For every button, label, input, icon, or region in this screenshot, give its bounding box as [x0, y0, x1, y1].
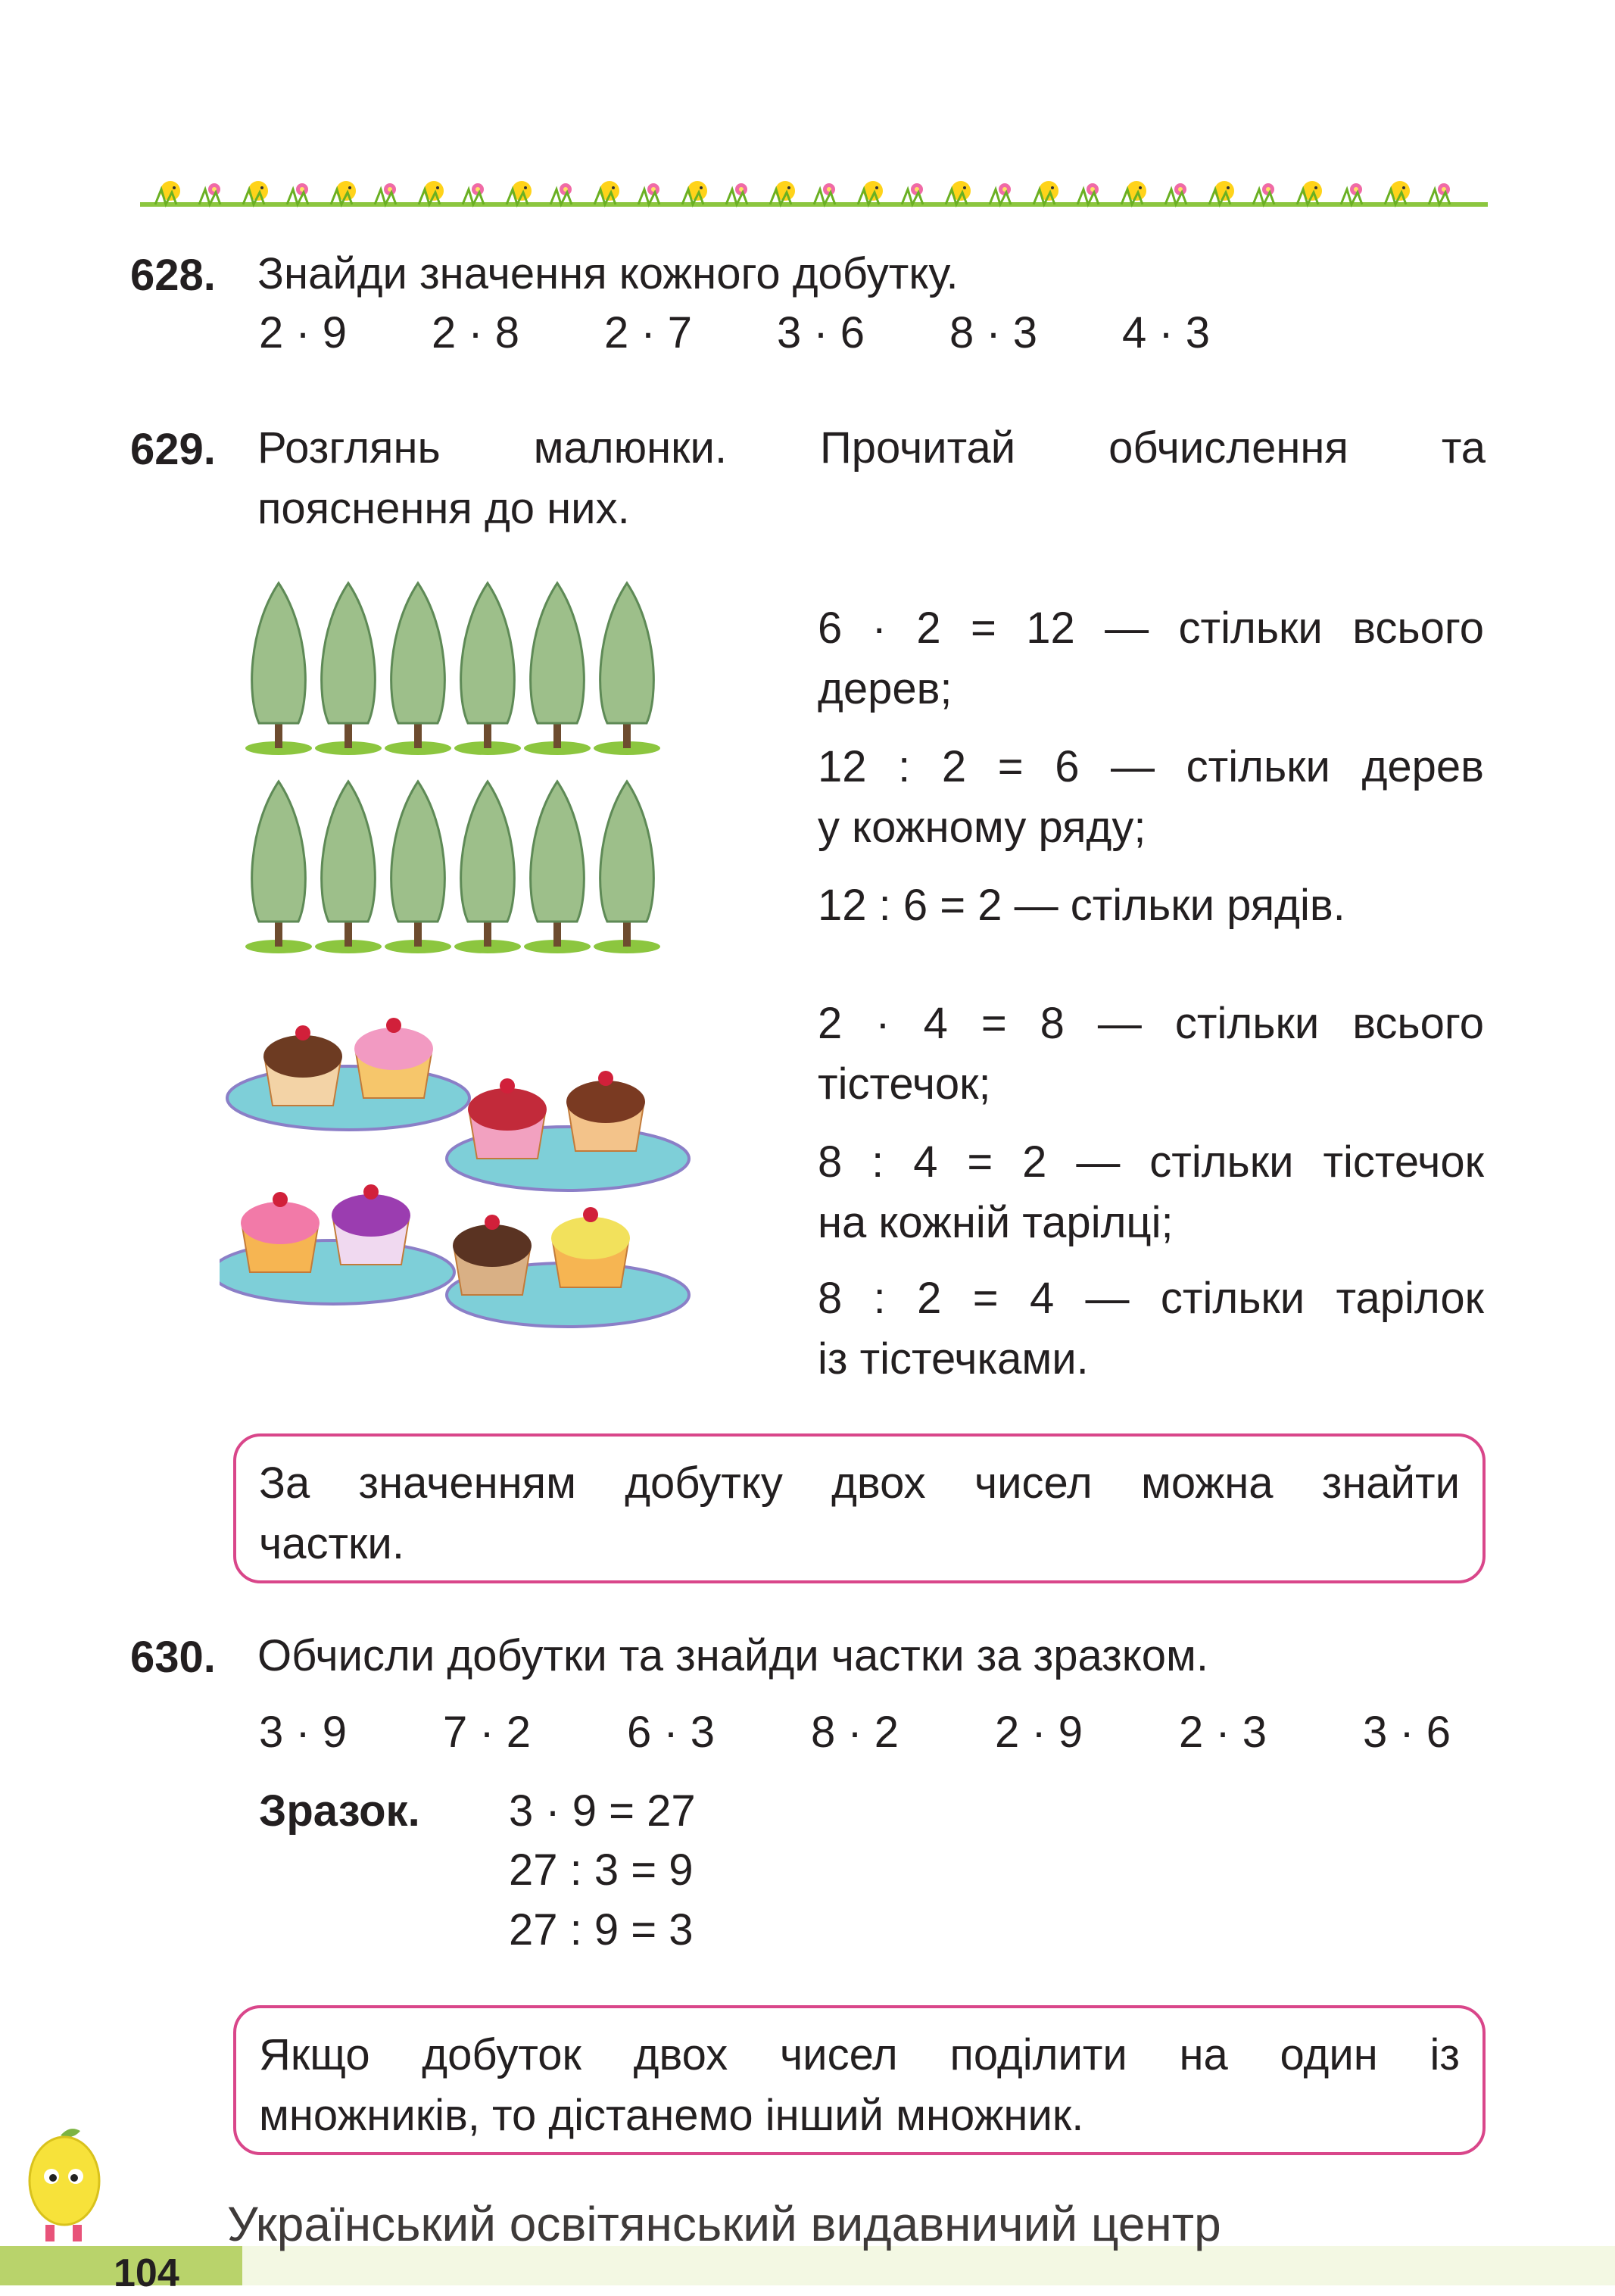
- cake-icon: [332, 1184, 410, 1265]
- expression: 2 · 3: [1179, 1708, 1267, 1757]
- tree-icon: [245, 583, 312, 755]
- tree-icon: [454, 583, 521, 755]
- exercise-628-number: 628.: [130, 251, 216, 300]
- exercise-630-task: Обчисли добутки та знайди частки за зразком.: [257, 1631, 1209, 1680]
- exercise-629-number: 629.: [130, 425, 216, 474]
- expression: 2 · 7: [604, 308, 693, 357]
- exercise-628-task: Знайди значення кожного добутку.: [257, 249, 959, 298]
- expression: 3 · 6: [1363, 1708, 1451, 1757]
- expression: 2 · 9: [259, 308, 348, 357]
- tree-icon: [315, 781, 382, 953]
- tree-icon: [245, 781, 312, 953]
- cake-icon: [241, 1192, 320, 1272]
- expression: 3 · 9: [259, 1708, 348, 1757]
- cakes-line-3: 8 : 4 = 2 — стільки тістечок: [818, 1137, 1484, 1187]
- cake-icon: [551, 1207, 630, 1287]
- exercise-629-task-line1: Розглянь малюнки. Прочитай обчислення та: [257, 423, 1486, 473]
- cake-icon: [263, 1025, 342, 1106]
- expression: 3 · 6: [777, 308, 865, 357]
- cakes-illustration: [220, 1000, 704, 1378]
- cake-icon: [354, 1018, 433, 1098]
- expression: 7 · 2: [443, 1708, 532, 1757]
- expression: 8 · 3: [949, 308, 1038, 357]
- tree-icon: [594, 583, 660, 755]
- cake-icon: [468, 1078, 547, 1159]
- cakes-line-4: на кожній тарілці;: [818, 1198, 1174, 1247]
- cakes-line-1: 2 · 4 = 8 — стільки всього: [818, 999, 1484, 1048]
- exercise-630-number: 630.: [130, 1633, 216, 1682]
- rule-2-line-2: множників, то дістанемо інший множник.: [259, 2091, 1084, 2140]
- tree-icon: [524, 781, 591, 953]
- trees-illustration: [242, 576, 666, 962]
- tree-icon: [315, 583, 382, 755]
- trees-line-5: 12 : 6 = 2 — стільки рядів.: [818, 881, 1345, 930]
- rule-1-line-1: За значенням добутку двох чисел можна знайти: [259, 1458, 1460, 1508]
- cake-icon: [566, 1071, 645, 1151]
- rule-1-line-2: частки.: [259, 1519, 404, 1568]
- sample-line: 27 : 9 = 3: [509, 1905, 694, 1954]
- tree-icon: [385, 583, 451, 755]
- cakes-line-2: тістечок;: [818, 1059, 991, 1109]
- expression: 4 · 3: [1122, 308, 1211, 357]
- trees-line-1: 6 · 2 = 12 — стільки всього: [818, 604, 1484, 653]
- lemon-mascot-icon: [15, 2120, 114, 2249]
- publisher-text: Український освітянський видавничий центр: [227, 2197, 1221, 2251]
- cake-icon: [453, 1215, 532, 1295]
- expression: 6 · 3: [627, 1708, 716, 1757]
- expression: 8 · 2: [811, 1708, 899, 1757]
- rule-box-1: [233, 1433, 1486, 1583]
- tree-icon: [524, 583, 591, 755]
- rule-2-line-1: Якщо добуток двох чисел поділити на один із: [259, 2030, 1460, 2079]
- tree-icon: [594, 781, 660, 953]
- trees-line-2: дерев;: [818, 664, 952, 713]
- decorative-flower-border: [140, 168, 1488, 214]
- cakes-line-6: із тістечками.: [818, 1334, 1089, 1384]
- tree-icon: [385, 781, 451, 953]
- rule-box-2: [233, 2005, 1486, 2155]
- trees-line-4: у кожному ряду;: [818, 803, 1146, 852]
- expression: 2 · 9: [995, 1708, 1083, 1757]
- sample-line: 3 · 9 = 27: [509, 1786, 696, 1836]
- cakes-line-5: 8 : 2 = 4 — стільки тарілок: [818, 1274, 1484, 1323]
- expression: 2 · 8: [432, 308, 520, 357]
- exercise-629-task-line2: пояснення до них.: [257, 484, 630, 533]
- sample-label: Зразок.: [259, 1786, 420, 1836]
- sample-line: 27 : 3 = 9: [509, 1845, 694, 1895]
- tree-icon: [454, 781, 521, 953]
- trees-line-3: 12 : 2 = 6 — стільки дерев: [818, 742, 1484, 791]
- page-number: 104: [114, 2251, 179, 2295]
